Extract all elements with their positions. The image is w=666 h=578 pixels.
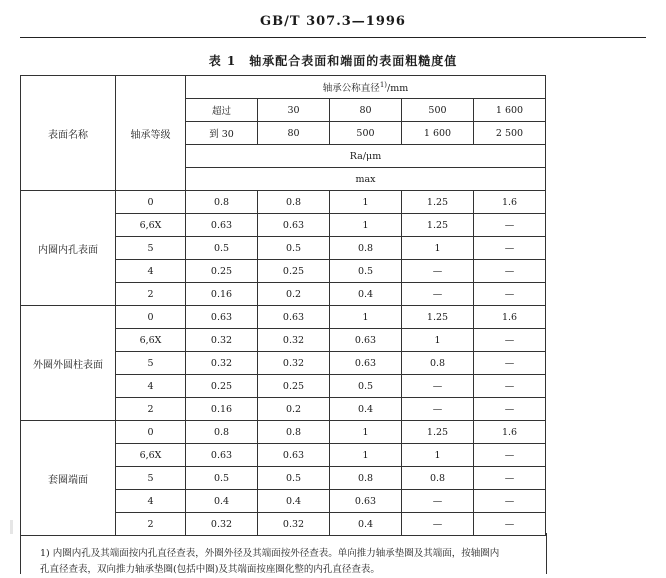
roughness-value-cell: —	[474, 444, 546, 467]
header-rule	[20, 37, 646, 38]
roughness-value-cell: —	[474, 513, 546, 536]
surface-name-cell: 套圈端面	[21, 421, 116, 536]
roughness-value-cell: 0.8	[402, 467, 474, 490]
roughness-value-cell: 0.32	[258, 513, 330, 536]
roughness-value-cell: —	[402, 283, 474, 306]
table-title: 表 1 轴承配合表面和端面的表面粗糙度值	[208, 54, 458, 68]
roughness-value-cell: —	[402, 260, 474, 283]
roughness-value-cell: 0.63	[330, 490, 402, 513]
grade-cell: 4	[116, 375, 186, 398]
footnote	[40, 546, 540, 578]
scan-artifact	[10, 520, 13, 534]
range-over-cell: 30	[258, 99, 330, 122]
roughness-value-cell: —	[474, 352, 546, 375]
roughness-value-cell: 0.4	[258, 490, 330, 513]
roughness-value-cell: 0.8	[258, 421, 330, 444]
roughness-value-cell: 0.63	[186, 214, 258, 237]
roughness-value-cell: 1	[402, 237, 474, 260]
roughness-value-cell: 0.8	[330, 467, 402, 490]
table-row	[21, 421, 546, 444]
roughness-value-cell: —	[474, 237, 546, 260]
roughness-value-cell: 1.6	[474, 421, 546, 444]
grade-cell: 5	[116, 352, 186, 375]
roughness-value-cell: 0.63	[186, 444, 258, 467]
roughness-value-cell: 0.8	[186, 191, 258, 214]
grade-cell: 2	[116, 283, 186, 306]
roughness-value-cell: 0.25	[186, 375, 258, 398]
grade-cell: 2	[116, 398, 186, 421]
column-header-grade: 轴承等级	[116, 76, 186, 191]
diameter-footnote-mark: 1)	[379, 80, 387, 89]
roughness-value-cell: —	[474, 490, 546, 513]
grade-cell: 4	[116, 490, 186, 513]
table-body	[21, 191, 546, 536]
roughness-value-cell: 0.5	[258, 237, 330, 260]
table-right-border	[545, 75, 546, 533]
column-header-surface: 表面名称	[21, 76, 116, 191]
roughness-value-cell: 1.6	[474, 191, 546, 214]
grade-cell: 0	[116, 306, 186, 329]
surface-name-cell: 内圈内孔表面	[21, 191, 116, 306]
roughness-value-cell: 1	[330, 191, 402, 214]
roughness-value-cell: 0.63	[258, 444, 330, 467]
roughness-value-cell: 0.32	[258, 329, 330, 352]
roughness-value-cell: —	[474, 398, 546, 421]
roughness-value-cell: —	[402, 513, 474, 536]
roughness-value-cell: 0.5	[186, 237, 258, 260]
roughness-value-cell: 0.16	[186, 283, 258, 306]
roughness-value-cell: 0.4	[330, 513, 402, 536]
range-to-cell: 2 500	[474, 122, 546, 145]
range-to-cell: 1 600	[402, 122, 474, 145]
grade-cell: 0	[116, 191, 186, 214]
roughness-value-cell: 1	[330, 306, 402, 329]
grade-cell: 6,6X	[116, 329, 186, 352]
roughness-value-cell: 0.4	[330, 283, 402, 306]
roughness-value-cell: 0.5	[330, 375, 402, 398]
roughness-table	[20, 75, 546, 536]
max-header: max	[186, 168, 546, 191]
roughness-value-cell: —	[474, 260, 546, 283]
roughness-value-cell: 1.25	[402, 191, 474, 214]
roughness-value-cell: 0.63	[258, 306, 330, 329]
roughness-value-cell: 0.8	[402, 352, 474, 375]
roughness-value-cell: 1.6	[474, 306, 546, 329]
range-over-cell: 超过	[186, 99, 258, 122]
roughness-value-cell: 0.32	[258, 352, 330, 375]
roughness-value-cell: 1	[402, 444, 474, 467]
roughness-value-cell: 0.5	[186, 467, 258, 490]
roughness-value-cell: —	[474, 375, 546, 398]
grade-cell: 6,6X	[116, 214, 186, 237]
roughness-value-cell: —	[474, 329, 546, 352]
roughness-value-cell: —	[402, 375, 474, 398]
range-over-cell: 1 600	[474, 99, 546, 122]
roughness-value-cell: 0.32	[186, 513, 258, 536]
roughness-value-cell: 1.25	[402, 421, 474, 444]
roughness-value-cell: 0.32	[186, 329, 258, 352]
surface-name-cell: 外圈外圆柱表面	[21, 306, 116, 421]
roughness-value-cell: 0.25	[186, 260, 258, 283]
roughness-value-cell: —	[474, 467, 546, 490]
roughness-value-cell: —	[402, 490, 474, 513]
grade-cell: 6,6X	[116, 444, 186, 467]
roughness-value-cell: 0.5	[330, 260, 402, 283]
grade-cell: 0	[116, 421, 186, 444]
roughness-value-cell: —	[474, 283, 546, 306]
grade-cell: 5	[116, 237, 186, 260]
range-over-cell: 80	[330, 99, 402, 122]
roughness-value-cell: 1	[330, 421, 402, 444]
range-to-cell: 到 30	[186, 122, 258, 145]
range-to-cell: 80	[258, 122, 330, 145]
diameter-header	[186, 76, 546, 99]
grade-cell: 2	[116, 513, 186, 536]
roughness-value-cell: —	[402, 398, 474, 421]
roughness-value-cell: 0.2	[258, 283, 330, 306]
footnote-line-1: 1) 内圈内孔及其端面按内孔直径查表，外圈外径及其端面按外径查表。单向推力轴承垫圈及其端面，按轴圈内	[40, 548, 500, 559]
footnote-line-2: 孔直径查表，双向推力轴承垫圈(包括中圈)及其端面按座圈化整的内孔直径查表。	[40, 564, 380, 575]
grade-cell: 5	[116, 467, 186, 490]
roughness-value-cell: 1.25	[402, 306, 474, 329]
roughness-value-cell: —	[474, 214, 546, 237]
roughness-value-cell: 0.16	[186, 398, 258, 421]
roughness-value-cell: 1.25	[402, 214, 474, 237]
standard-header: GB/T 307.3—1996	[260, 14, 406, 29]
grade-cell: 4	[116, 260, 186, 283]
roughness-value-cell: 1	[330, 444, 402, 467]
roughness-value-cell: 0.25	[258, 260, 330, 283]
roughness-value-cell: 0.4	[186, 490, 258, 513]
roughness-value-cell: 0.63	[258, 214, 330, 237]
roughness-value-cell: 0.63	[330, 329, 402, 352]
range-over-cell: 500	[402, 99, 474, 122]
diameter-header-label: 轴承公称直径	[322, 83, 380, 94]
range-to-cell: 500	[330, 122, 402, 145]
roughness-value-cell: 0.4	[330, 398, 402, 421]
roughness-value-cell: 1	[330, 214, 402, 237]
roughness-value-cell: 0.63	[330, 352, 402, 375]
roughness-value-cell: 0.8	[258, 191, 330, 214]
ra-unit-header: Ra/μm	[186, 145, 546, 168]
roughness-value-cell: 0.5	[258, 467, 330, 490]
table-row	[21, 306, 546, 329]
roughness-value-cell: 0.2	[258, 398, 330, 421]
roughness-value-cell: 0.25	[258, 375, 330, 398]
roughness-value-cell: 0.8	[330, 237, 402, 260]
header-row-diameter	[21, 76, 546, 99]
roughness-value-cell: 0.63	[186, 306, 258, 329]
roughness-value-cell: 1	[402, 329, 474, 352]
table-row	[21, 191, 546, 214]
roughness-value-cell: 0.8	[186, 421, 258, 444]
roughness-value-cell: 0.32	[186, 352, 258, 375]
diameter-unit: /mm	[387, 83, 409, 94]
